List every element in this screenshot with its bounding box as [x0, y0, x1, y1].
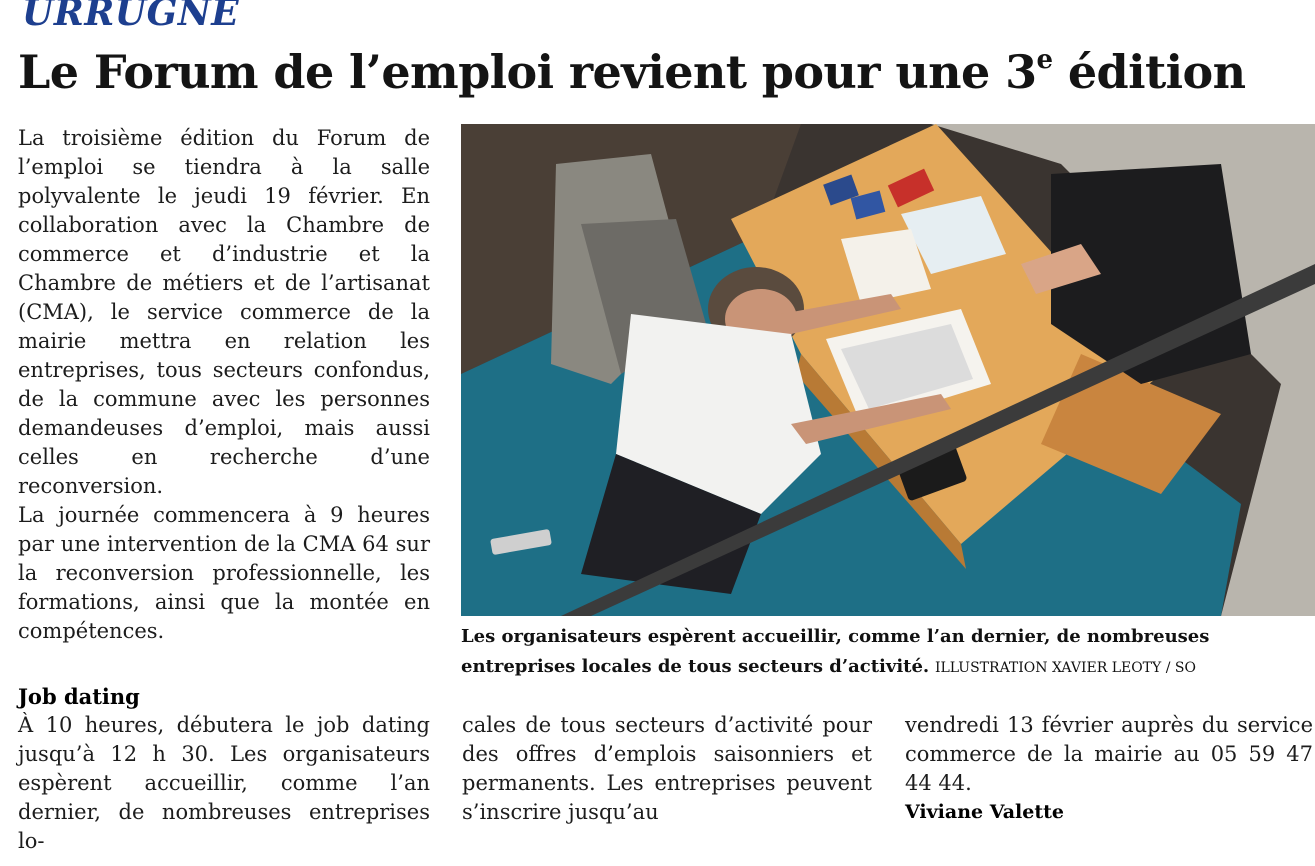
body-column-2: cales de tous secteurs d’activité pour des offres d’emplois saisonniers et permanents. Les entreprises peuvent s’inscrire jusqu’au [462, 713, 872, 824]
body-column-3-text: vendredi 13 février auprès du service commerce de la mairie au 05 59 47 44 44. [905, 713, 1313, 795]
section-kicker: URRUGNE [22, 0, 240, 34]
photo-credit: ILLUSTRATION XAVIER LEOTY / SO [934, 660, 1196, 676]
caption-text: Les organisateurs espèrent accueillir, comme l’an dernier, de nombreuses entreprises locales de tous secteurs d’activité. [461, 626, 1210, 677]
headline-superscript: e [1036, 45, 1053, 75]
body-column-1: À 10 heures, débutera le job dating jusqu’à 12 h 30. Les organisateurs espèrent accueillir, comme l’an dernier, de nombreuses entreprises lo- [18, 713, 430, 853]
intro-column [18, 124, 430, 646]
body-column-3 [905, 711, 1313, 827]
intro-paragraph-2: La journée commencera à 9 heures par une intervention de la CMA 64 sur la reconversion professionnelle, les formations, ainsi que la montée en compétences. [18, 503, 430, 643]
section-subhead: Job dating [18, 684, 140, 709]
byline: Viviane Valette [905, 801, 1064, 823]
headline-tail: édition [1052, 45, 1246, 99]
headline [18, 42, 1308, 102]
article-photo [461, 124, 1315, 616]
intro-paragraph-1: La troisième édition du Forum de l’emploi se tiendra à la salle polyvalente le jeudi 19 février. En collaboration avec la Chambre de commerce et d’industrie et la Chambre de métiers et de l’artisanat (CMA), le service commerce de la mairie mettra en relation les entreprises, tous secteurs confondus, de la commune avec les personnes demandeuses d’emploi, mais aussi celles en recherche d’une reconversion. [18, 126, 430, 498]
photo-caption [461, 622, 1311, 683]
headline-main: Le Forum de l’emploi revient pour une 3 [18, 45, 1037, 99]
